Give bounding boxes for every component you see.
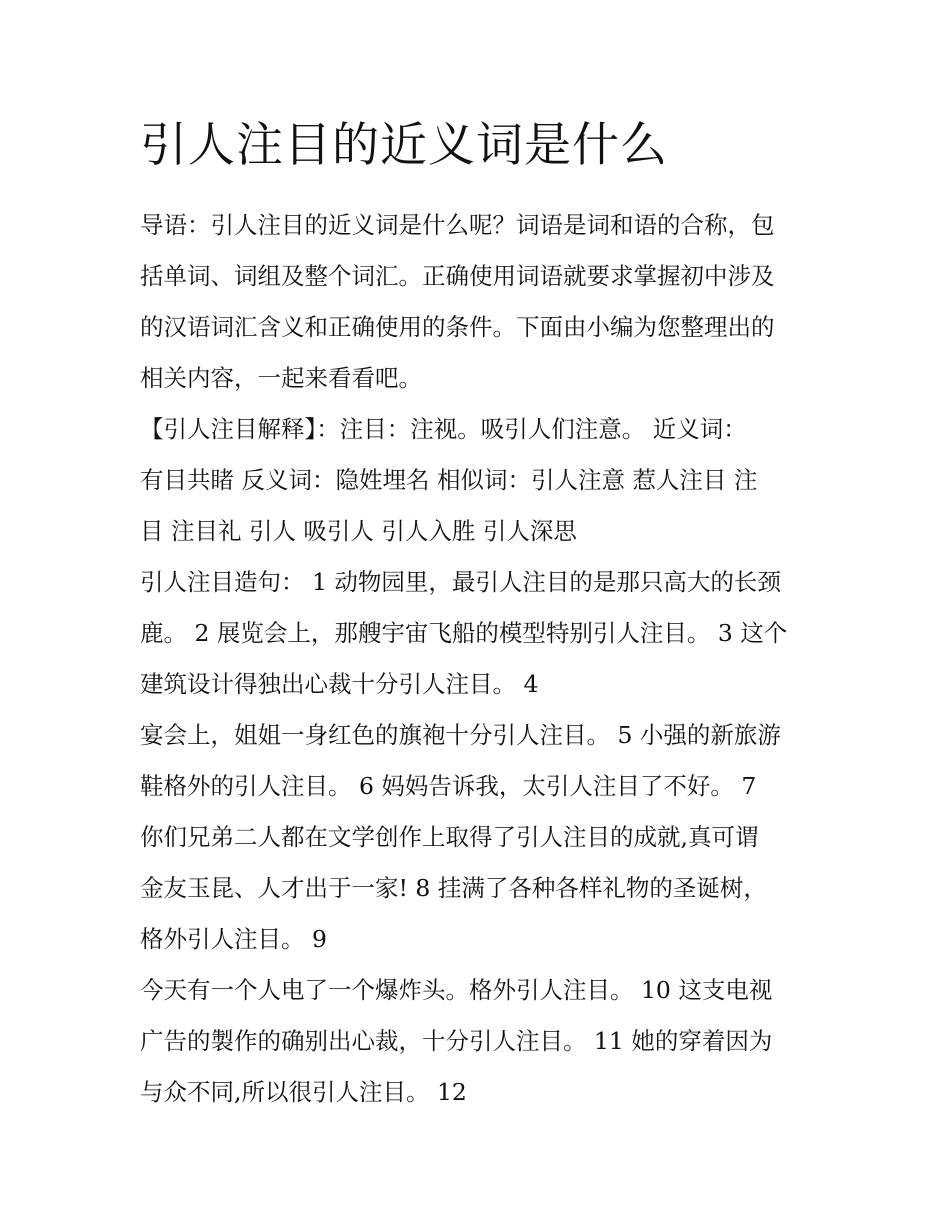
body-line: 【引人注目解释】：注目：注视。吸引人们注意。 近义词： (140, 415, 747, 443)
body-line: 鞋格外的引人注目。 6 妈妈告诉我，太引人注目了不好。 7 (140, 772, 757, 800)
document-content (140, 112, 815, 1118)
document-body (140, 200, 815, 1118)
body-line: 建筑设计得独出心裁十分引人注目。 4 (140, 670, 539, 698)
body-line: 括单词、词组及整个词汇。正确使用词语就要求掌握初中涉及 (140, 262, 775, 290)
body-line: 金友玉昆、人才出于一家! 8 挂满了各种各样礼物的圣诞树， (140, 874, 767, 902)
body-line: 鹿。 2 展览会上，那艘宇宙飞船的模型特别引人注目。 3 这个 (140, 619, 788, 647)
body-line: 广告的製作的确别出心裁，十分引人注目。 11 她的穿着因为 (140, 1027, 773, 1055)
body-line: 有目共睹 反义词：隐姓埋名 相似词：引人注意 惹人注目 注 (140, 466, 758, 494)
body-line: 的汉语词汇含义和正确使用的条件。下面由小编为您整理出的 (140, 313, 775, 341)
body-line: 相关内容，一起来看看吧。 (140, 364, 422, 392)
document-title: 引人注目的近义词是什么 (140, 118, 668, 173)
body-line: 宴会上，姐姐一身红色的旗袍十分引人注目。 5 小强的新旅游 (140, 721, 781, 749)
body-line: 格外引人注目。 9 (140, 925, 327, 953)
body-line: 导语：引人注目的近义词是什么呢？词语是词和语的合称，包 (140, 211, 775, 239)
body-line: 目 注目礼 引人 吸引人 引人入胜 引人深思 (140, 517, 577, 545)
body-line: 与众不同,所以很引人注目。 12 (140, 1078, 467, 1106)
body-line: 引人注目造句： 1 动物园里，最引人注目的是那只高大的长颈 (140, 568, 781, 596)
body-line: 你们兄弟二人都在文学创作上取得了引人注目的成就,真可谓 (140, 823, 759, 851)
body-line: 今天有一个人电了一个爆炸头。格外引人注目。 10 这支电视 (140, 976, 773, 1004)
